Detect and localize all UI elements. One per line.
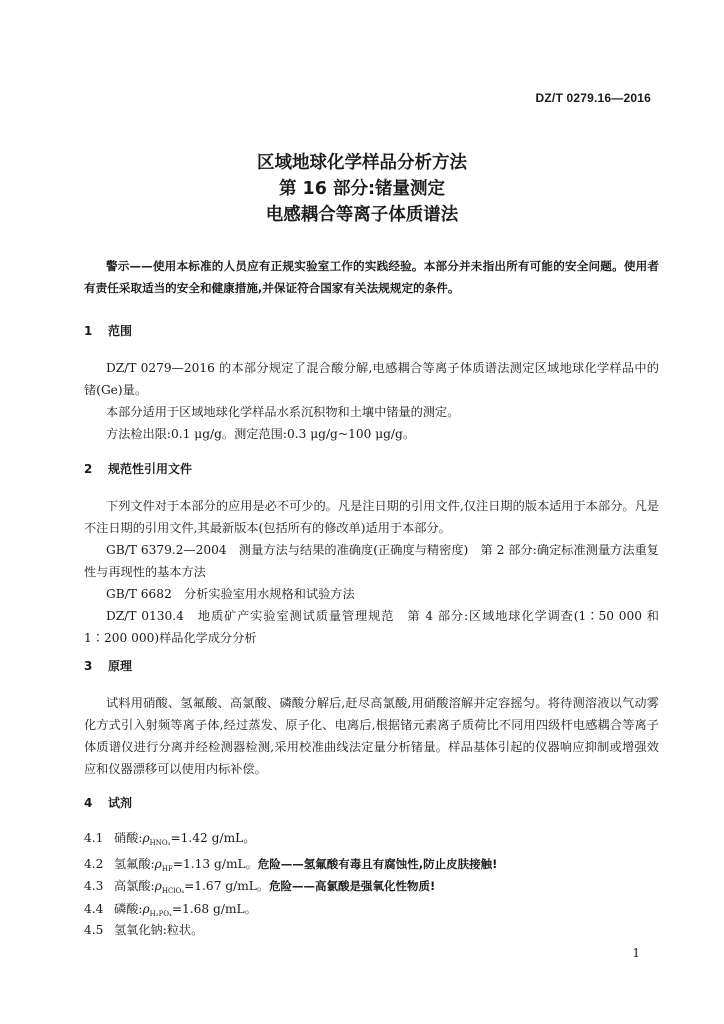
density-value: =1.67 g/mL。	[184, 879, 270, 893]
density-symbol: ρ	[142, 902, 150, 916]
formula-subscript: HClO₄	[161, 887, 185, 895]
reference-dzt-0130: DZ/T 0130.4 地质矿产实验室测试质量管理规范 第 4 部分:区域地球化学调查(1∶50 000 和 1∶200 000)样品化学成分分析	[84, 609, 659, 645]
reagent-name: 氢氟酸:	[114, 857, 155, 871]
reagent-name: 高氯酸:	[114, 879, 155, 893]
reagent-name: 氢氧化钠:粒状。	[114, 923, 204, 937]
scope-paragraph-2: 本部分适用于区域地球化学样品水系沉积物和土壤中锗量的测定。	[106, 405, 460, 419]
density-symbol: ρ	[154, 879, 162, 893]
document-title	[0, 150, 724, 228]
formula-subscript: HF	[161, 865, 173, 873]
danger-notice: 危险——氢氟酸有毒且有腐蚀性,防止皮肤接触!	[257, 857, 498, 871]
section-4-heading	[84, 794, 132, 811]
references-intro: 下列文件对于本部分的应用是必不可少的。凡是注日期的引用文件,仅注日期的版本适用于本部分。凡是不注日期的引用文件,其最新版本(包括所有的修改单)适用于本部分。	[84, 499, 659, 535]
section-number: 1	[84, 324, 93, 338]
section-number: 4	[84, 796, 93, 810]
clause-number: 4.4	[84, 902, 104, 916]
reagent-clause	[84, 828, 659, 853]
reagent-name: 硝酸:	[114, 831, 143, 845]
density-value: =1.68 g/mL。	[171, 902, 257, 916]
reagent-name: 磷酸:	[114, 902, 143, 916]
section-1-heading	[84, 322, 132, 339]
density-symbol: ρ	[154, 857, 162, 871]
danger-notice: 危险——高氯酸是强氧化性物质!	[269, 879, 436, 893]
clause-number: 4.1	[84, 831, 104, 845]
section-title: 范围	[108, 324, 133, 338]
density-value: =1.42 g/mL。	[170, 831, 256, 845]
reagent-clause	[84, 920, 659, 940]
scope-paragraph-3: 方法检出限:0.1 μg/g。测定范围:0.3 μg/g~100 μg/g。	[106, 427, 416, 441]
scope-paragraph-1: DZ/T 0279—2016 的本部分规定了混合酸分解,电感耦合等离子体质谱法测定区域地球化学样品中的锗(Ge)量。	[84, 361, 659, 397]
density-value: =1.13 g/mL。	[172, 857, 258, 871]
principle-paragraph: 试料用硝酸、氢氟酸、高氯酸、磷酸分解后,赶尽高氯酸,用硝酸溶解并定容摇匀。将待测溶液以气动雾化方式引入射频等离子体,经过蒸发、原子化、电离后,根据锗元素离子质荷比不同用四级杆电感耦合等离子体质谱仪进行分离并经检测器检测,采用校准曲线法定量分析锗量。样品基体引起的仪器响应抑制或增强效应和仪器漂移可以使用内标补偿。	[84, 696, 659, 776]
page-number: 1	[632, 946, 640, 960]
standard-code: DZ/T 0279.16—2016	[535, 91, 651, 105]
density-symbol: ρ	[142, 831, 150, 845]
reference-gbt-6379: GB/T 6379.2—2004 测量方法与结果的准确度(正确度与精密度) 第 2 部分:确定标准测量方法重复性与再现性的基本方法	[84, 543, 659, 579]
section-number: 2	[84, 462, 93, 476]
title-line-3: 电感耦合等离子体质谱法	[265, 205, 459, 225]
reagent-clause	[84, 876, 659, 901]
clause-number: 4.3	[84, 879, 104, 893]
title-line-1: 区域地球化学样品分析方法	[257, 153, 467, 173]
section-title: 试剂	[108, 796, 133, 810]
formula-subscript: HNO₃	[149, 839, 171, 847]
clause-number: 4.2	[84, 857, 104, 871]
clause-number: 4.5	[84, 923, 104, 937]
section-title: 原理	[108, 659, 133, 673]
section-3-heading	[84, 657, 132, 674]
safety-warning: 警示——使用本标准的人员应有正规实验室工作的实践经验。本部分并未指出所有可能的安全问题。使用者有责任采取适当的安全和健康措施,并保证符合国家有关法规规定的条件。	[84, 259, 659, 295]
section-title: 规范性引用文件	[108, 462, 193, 476]
section-2-heading	[84, 460, 192, 477]
title-line-2: 第 16 部分:锗量测定	[278, 179, 446, 199]
section-number: 3	[84, 659, 93, 673]
formula-subscript: H₃PO₄	[149, 910, 172, 918]
reference-gbt-6682: GB/T 6682 分析实验室用水规格和试验方法	[106, 587, 355, 601]
